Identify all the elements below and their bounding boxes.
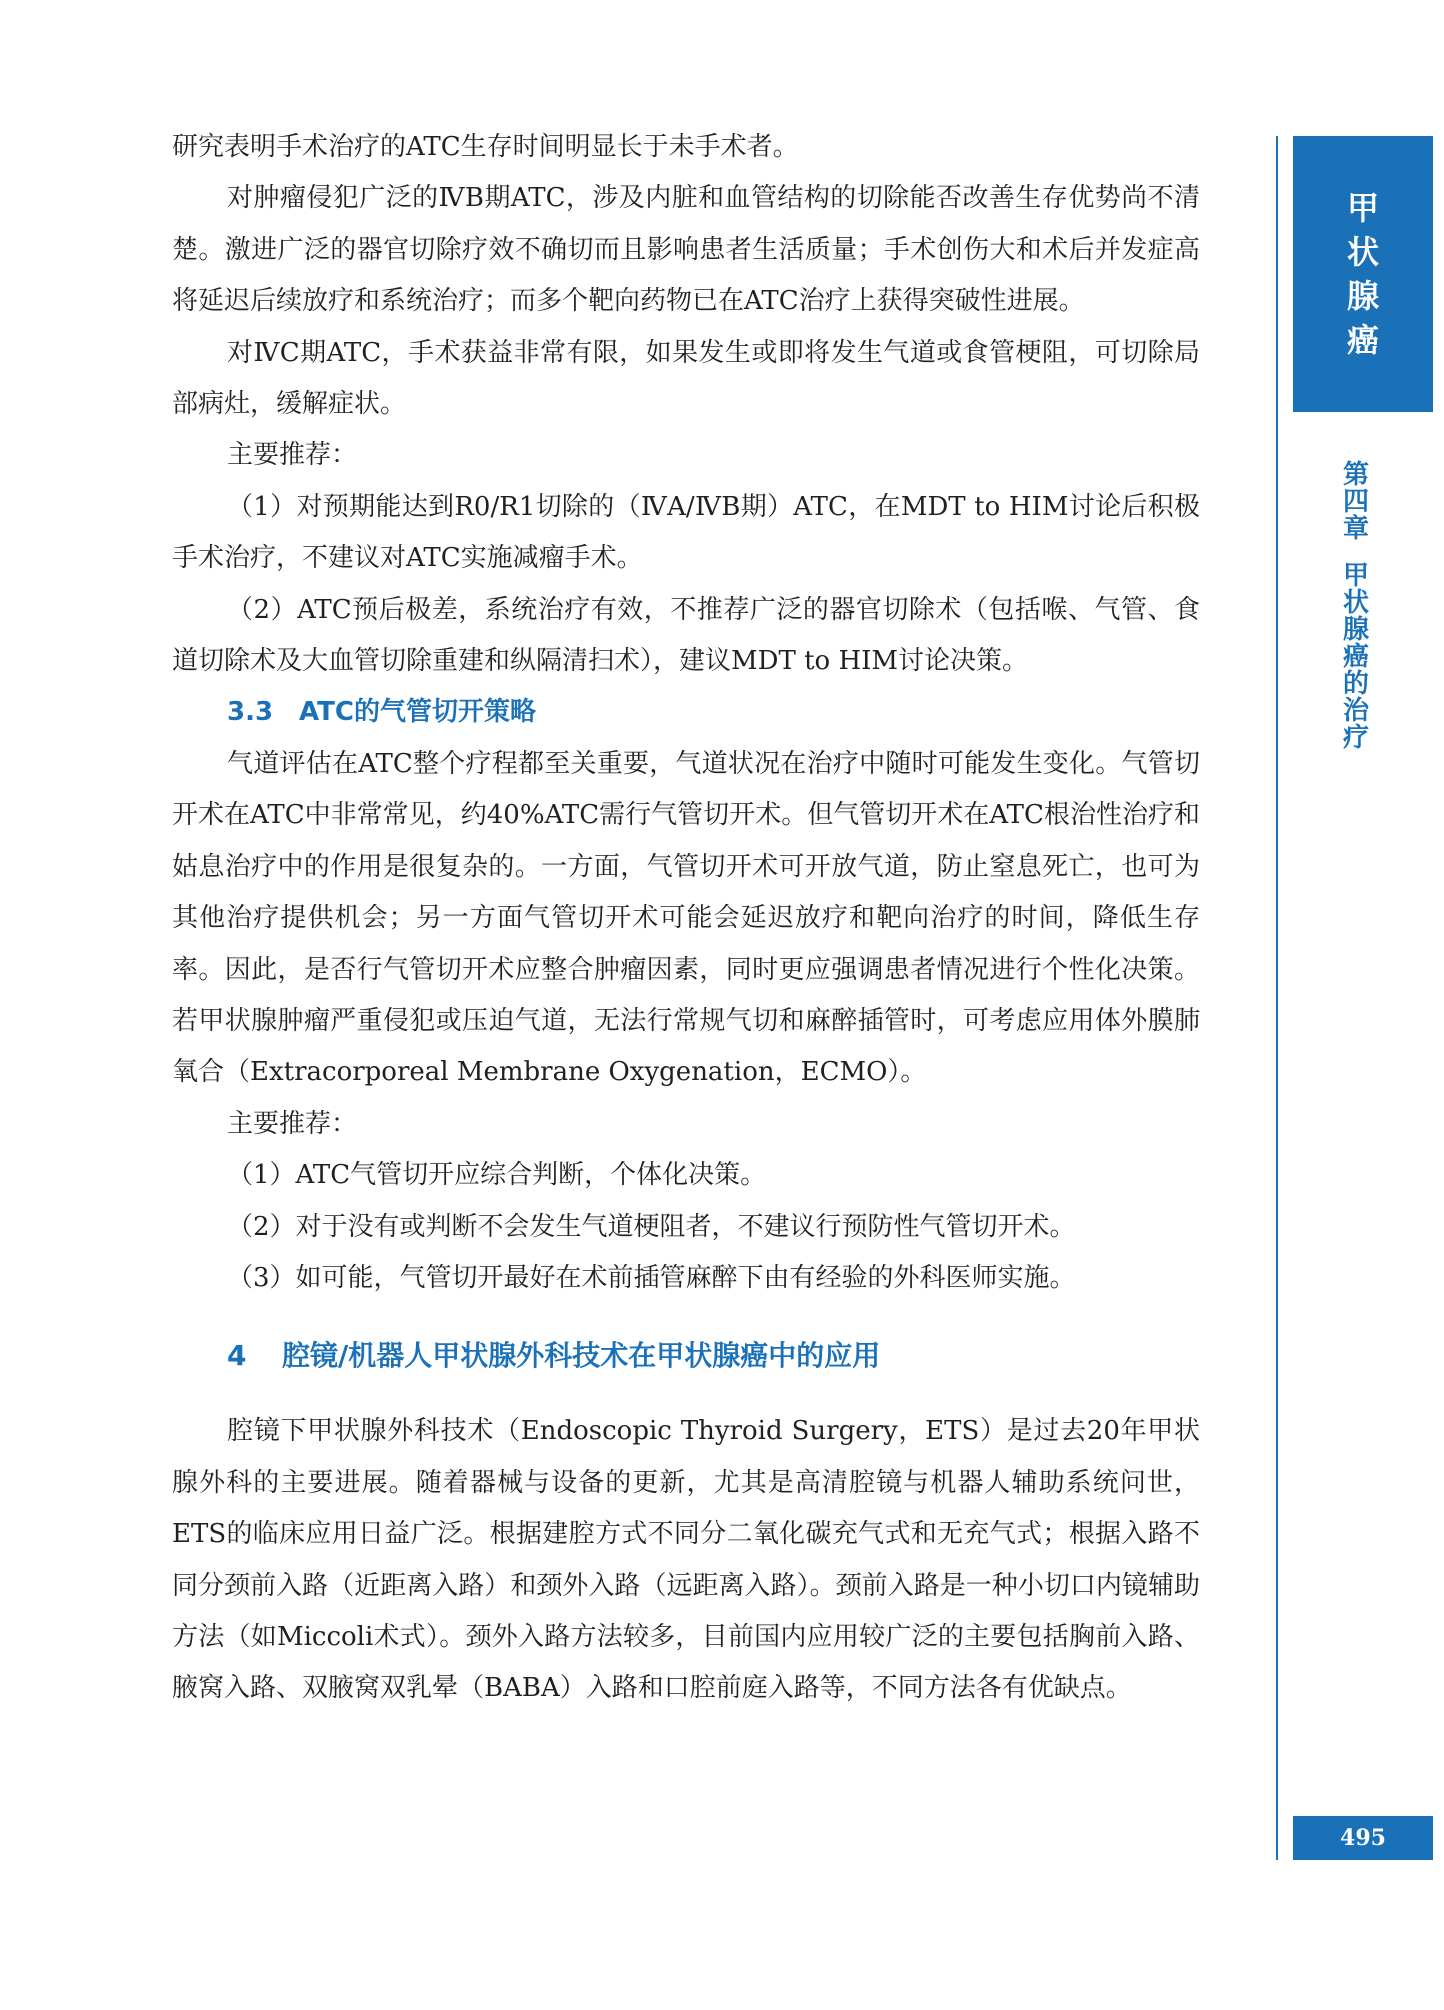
paragraph: 对ⅣC期ATC，手术获益非常有限，如果发生或即将发生气道或食管梗阻，可切除局部病灶，缓解症状。 (172, 337, 1200, 420)
chapter-char: 腺 (1342, 615, 1369, 645)
side-tab-char: 癌 (1346, 321, 1379, 359)
paragraph: 对肿瘤侵犯广泛的ⅣB期ATC，涉及内脏和血管结构的切除能否改善生存优势尚不清楚。激进广泛的器官切除疗效不确切而且影响患者生活质量；手术创伤大和术后并发症高将延迟后续放疗和系统治疗；而多个靶向药物已在ATC治疗上获得突破性进展。 (172, 183, 1200, 317)
section-heading (172, 1326, 1200, 1386)
recommendation-item: （1）ATC气管切开应综合判断，个体化决策。 (227, 1160, 767, 1191)
recommendation-item: （2）ATC预后极差，系统治疗有效，不推荐广泛的器官切除术（包括喉、气管、食道切除术及大血管切除重建和纵隔清扫术），建议MDT to HIM讨论决策。 (172, 594, 1200, 677)
side-tab-char: 腺 (1346, 277, 1379, 315)
paragraph: 气道评估在ATC整个疗程都至关重要，气道状况在治疗中随时可能发生变化。气管切开术在ATC中非常常见，约40%ATC需行气管切开术。但气管切开术在ATC根治性治疗和姑息治疗中的作用是很复杂的。一方面，气管切开术可开放气道，防止窒息死亡，也可为其他治疗提供机会；另一方面气管切开术可能会延迟放疗和靶向治疗的时间，降低生存率。因此，是否行气管切开术应整合肿瘤因素，同时更应强调患者情况进行个性化决策。若甲状腺肿瘤严重侵犯或压迫气道，无法行常规气切和麻醉插管时，可考虑应用体外膜肺氧合（Extracorporeal Membrane Oxygenation，ECMO）。 (172, 748, 1200, 1088)
recommendation-item: （2）对于没有或判断不会发生气道梗阻者，不建议行预防性气管切开术。 (227, 1211, 1076, 1242)
side-tab (1293, 136, 1433, 412)
recommendation-label: 主要推荐： (227, 1108, 358, 1139)
chapter-char: 的 (1342, 669, 1369, 699)
section-title: 腔镜/机器人甲状腺外科技术在甲状腺癌中的应用 (282, 1339, 881, 1373)
subsection-heading: 3.3 ATC的气管切开策略 (227, 697, 536, 728)
paragraph: 研究表明手术治疗的ATC生存时间明显长于未手术者。 (172, 132, 799, 162)
chapter-char: 四 (1342, 487, 1369, 517)
recommendation-item: （3）如可能，气管切开最好在术前插管麻醉下由有经验的外科医师实施。 (227, 1262, 1076, 1293)
page-content (172, 122, 1200, 1715)
chapter-gap (1336, 543, 1376, 563)
page-number: 495 (1293, 1816, 1433, 1860)
chapter-char: 治 (1342, 696, 1369, 726)
side-tab-char: 甲 (1346, 189, 1379, 227)
recommendation-item: （1）对预期能达到R0/R1切除的（ⅣA/ⅣB期）ATC，在MDT to HIM讨论后积极手术治疗，不建议对ATC实施减瘤手术。 (172, 491, 1200, 574)
chapter-char: 状 (1342, 588, 1369, 618)
chapter-label (1336, 462, 1376, 752)
chapter-char: 癌 (1342, 642, 1369, 672)
chapter-char: 疗 (1342, 723, 1369, 753)
side-tab-char: 状 (1346, 233, 1379, 271)
recommendation-label: 主要推荐： (227, 440, 358, 471)
chapter-char: 甲 (1342, 561, 1369, 591)
side-rule (1276, 136, 1278, 1860)
chapter-char: 第 (1342, 460, 1369, 490)
paragraph: 腔镜下甲状腺外科技术（Endoscopic Thyroid Surgery，ETS）是过去20年甲状腺外科的主要进展。随着器械与设备的更新，尤其是高清腔镜与机器人辅助系统问世，ETS的临床应用日益广泛。根据建腔方式不同分二氧化碳充气式和无充气式；根据入路不同分颈前入路（近距离入路）和颈外入路（远距离入路）。颈前入路是一种小切口内镜辅助方法（如Miccoli术式）。颈外入路方法较多，目前国内应用较广泛的主要包括胸前入路、腋窝入路、双腋窝双乳晕（BABA）入路和口腔前庭入路等，不同方法各有优缺点。 (172, 1416, 1200, 1704)
section-number: 4 (227, 1339, 247, 1373)
chapter-char: 章 (1342, 514, 1369, 544)
